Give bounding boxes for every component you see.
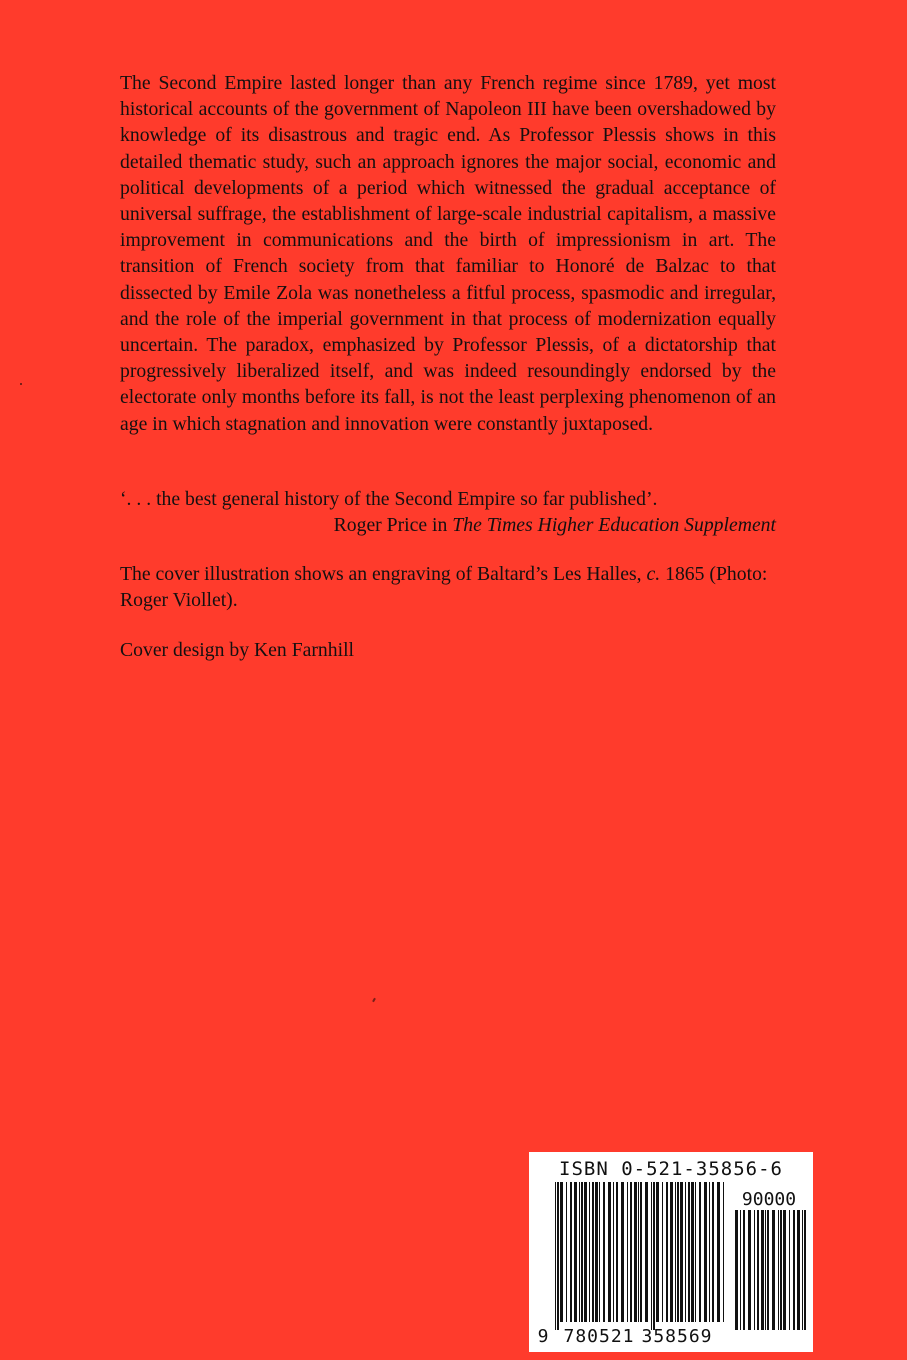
barcode-bar: [662, 1182, 663, 1322]
cover-illustration-note: [120, 561, 776, 613]
barcode-bar: [757, 1210, 759, 1330]
barcode-bar: [804, 1210, 806, 1330]
barcode-bar: [616, 1182, 618, 1322]
barcode-bar: [783, 1210, 786, 1330]
barcode-bar: [802, 1210, 803, 1330]
barcode-bar: [740, 1210, 741, 1330]
barcode-graphic: [529, 1152, 813, 1352]
barcode-bar: [640, 1182, 642, 1322]
barcode-bar: [670, 1182, 673, 1322]
barcode-bar: [645, 1182, 648, 1322]
review-attribution: [120, 512, 776, 538]
barcode-bar: [712, 1182, 714, 1322]
barcode-bar: [555, 1182, 556, 1330]
addon-barcode-bars: [735, 1210, 806, 1330]
barcode-bar: [651, 1182, 652, 1330]
cover-note-photo-credit: 1865 (Photo: Roger Viollet).: [120, 563, 768, 612]
barcode-bar: [584, 1182, 587, 1322]
ean-left-digits: 780521: [563, 1326, 635, 1347]
barcode-bar: [772, 1210, 775, 1330]
barcode-bar: [723, 1182, 724, 1322]
barcode-bar: [691, 1182, 694, 1322]
barcode-bar: [634, 1182, 637, 1322]
barcode-bar: [767, 1210, 769, 1330]
price-code: 90000: [741, 1189, 797, 1210]
reviewer-name: Roger Price in: [333, 514, 448, 536]
barcode-bar: [743, 1210, 745, 1330]
barcode-bar: [793, 1210, 795, 1330]
barcode-bar: [656, 1182, 659, 1322]
ean-right-digits: 358569: [641, 1326, 713, 1347]
print-speck: [20, 383, 22, 385]
main-barcode-bars: [555, 1182, 724, 1330]
barcode-bar: [677, 1182, 679, 1322]
barcode-bar: [613, 1182, 614, 1322]
barcode-bar: [557, 1182, 559, 1330]
barcode-bar: [630, 1182, 632, 1322]
barcode-bar: [589, 1182, 590, 1322]
barcode-bar: [675, 1182, 676, 1322]
barcode-bar: [761, 1210, 764, 1330]
barcode-bar: [735, 1210, 738, 1330]
barcode-bar: [765, 1210, 766, 1330]
publication-title: The Times Higher Education Supplement: [452, 514, 776, 536]
barcode-bar: [780, 1210, 782, 1330]
circa-abbreviation: c.: [646, 563, 661, 585]
isbn-number: ISBN 0-521-35856-6: [559, 1158, 783, 1180]
barcode-bar: [754, 1210, 755, 1330]
barcode-bar: [789, 1210, 790, 1330]
isbn-barcode-label: [529, 1152, 813, 1352]
barcode-bar: [704, 1182, 707, 1322]
ean-first-digit: 9: [537, 1326, 549, 1347]
barcode-bar: [603, 1182, 605, 1322]
barcode-bar: [566, 1182, 567, 1322]
barcode-bar: [581, 1182, 583, 1322]
barcode-bar: [666, 1182, 668, 1322]
barcode-bar: [778, 1210, 779, 1330]
barcode-bar: [595, 1182, 598, 1322]
cover-design-credit: Cover design by Ken Farnhill: [120, 639, 355, 661]
barcode-bar: [699, 1182, 701, 1322]
print-speck: [372, 998, 376, 1002]
barcode-bar: [638, 1182, 639, 1322]
barcode-bar: [621, 1182, 624, 1322]
barcode-bar: [570, 1182, 572, 1322]
barcode-bar: [709, 1182, 710, 1322]
barcode-bar: [797, 1210, 800, 1330]
barcode-bar: [627, 1182, 628, 1322]
blurb-paragraph: The Second Empire lasted longer than any French regime since 1789, yet most historical accounts of the government of Napoleon III have been overshadowed by knowledge of its disastrous and tragic end. As Professor Plessis shows in this detailed thematic study, such an approach ignores the major social, economic and political developments of a period which witnessed the gradual acceptance of universal suffrage, the establishment of large-scale industrial capitalism, a massive improvement in communications and the birth of impressionism in art. The transition of French society from that familiar to Honoré de Balzac to that dissected by Emile Zola was nonetheless a fitful process, spasmodic and irregular, and the role of the imperial government in that process of modernization equally uncertain. The paradox, emphasized by Professor Plessis, of a dictatorship that progressively liberalized itself, and was indeed resoundingly endorsed by the electorate only months before its fall, is not the least perplexing phenomenon of an age in which stagnation and innovation were constantly juxtaposed.: [120, 72, 776, 435]
barcode-bar: [560, 1182, 563, 1322]
barcode-bar: [599, 1182, 600, 1322]
barcode-bar: [688, 1182, 690, 1322]
barcode-bar: [748, 1210, 751, 1330]
barcode-bar: [680, 1182, 683, 1322]
cover-note-text: The cover illustration shows an engraving of Baltard’s Les Halles,: [120, 563, 642, 585]
barcode-bar: [685, 1182, 686, 1322]
review-quote: ‘. . . the best general history of the Second Empire so far published’.: [120, 488, 658, 510]
barcode-bar: [574, 1182, 577, 1322]
barcode-bar: [579, 1182, 580, 1322]
barcode-bar: [717, 1182, 720, 1322]
barcode-bar: [608, 1182, 611, 1322]
barcode-bar: [653, 1182, 655, 1330]
barcode-bar: [592, 1182, 594, 1322]
barcode-bar: [695, 1182, 696, 1322]
